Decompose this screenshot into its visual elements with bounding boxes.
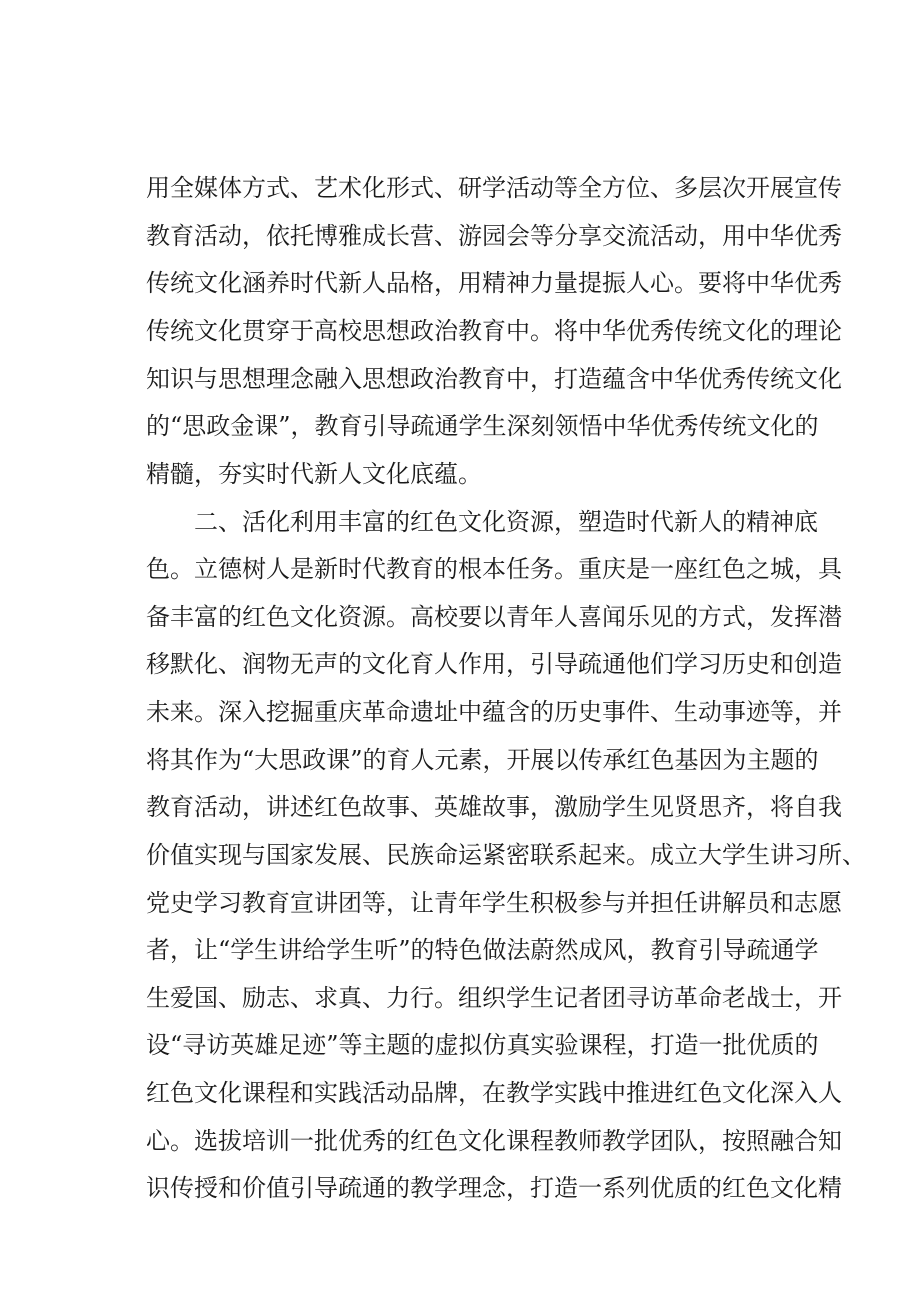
paragraph-line: 的“思政金课”，教育引导疏通学生深刻领悟中华优秀传统文化的 xyxy=(146,412,819,440)
paragraph-line: 教育活动，讲述红色故事、英雄故事，激励学生见贤思齐，将自我 xyxy=(146,793,842,821)
paragraph-line: 精髓，夯实时代新人文化底蕴。 xyxy=(146,460,482,488)
paragraph-line: 备丰富的红色文化资源。高校要以青年人喜闻乐见的方式，发挥潜 xyxy=(146,603,842,631)
paragraph-line: 价值实现与国家发展、民族命运紧密联系起来。成立大学生讲习所、 xyxy=(146,841,866,869)
paragraph-line: 生爱国、励志、求真、力行。组织学生记者团寻访革命老战士，开 xyxy=(146,984,842,1012)
paragraph-line: 未来。深入挖掘重庆革命遗址中蕴含的历史事件、生动事迹等，并 xyxy=(146,698,842,726)
paragraph-line: 红色文化课程和实践活动品牌，在教学实践中推进红色文化深入人 xyxy=(146,1079,842,1107)
paragraph-line: 传统文化贯穿于高校思想政治教育中。将中华优秀传统文化的理论 xyxy=(146,317,842,345)
paragraph-line: 心。选拔培训一批优秀的红色文化课程教师教学团队，按照融合知 xyxy=(146,1127,842,1155)
paragraph-line: 用全媒体方式、艺术化形式、研学活动等全方位、多层次开展宣传 xyxy=(146,174,842,202)
paragraph-line: 党史学习教育宣讲团等，让青年学生积极参与并担任讲解员和志愿 xyxy=(146,889,842,917)
paragraph-line: 知识与思想理念融入思想政治教育中，打造蕴含中华优秀传统文化 xyxy=(146,365,842,393)
paragraph-line: 者，让“学生讲给学生听”的特色做法蔚然成风，教育引导疏通学 xyxy=(146,936,819,964)
paragraph-line-indented: 二、活化利用丰富的红色文化资源，塑造时代新人的精神底 xyxy=(194,508,818,536)
paragraph-line: 移默化、润物无声的文化育人作用，引导疏通他们学习历史和创造 xyxy=(146,650,842,678)
paragraph-line: 教育活动，依托博雅成长营、游园会等分享交流活动，用中华优秀 xyxy=(146,222,842,250)
paragraph-line: 设“寻访英雄足迹”等主题的虚拟仿真实验课程，打造一批优质的 xyxy=(146,1031,819,1059)
paragraph-line: 将其作为“大思政课”的育人元素，开展以传承红色基因为主题的 xyxy=(146,746,819,774)
paragraph-line: 识传授和价值引导疏通的教学理念，打造一系列优质的红色文化精 xyxy=(146,1174,842,1202)
paragraph-line: 传统文化涵养时代新人品格，用精神力量提振人心。要将中华优秀 xyxy=(146,269,842,297)
paragraph-line: 色。立德树人是新时代教育的根本任务。重庆是一座红色之城，具 xyxy=(146,555,842,583)
